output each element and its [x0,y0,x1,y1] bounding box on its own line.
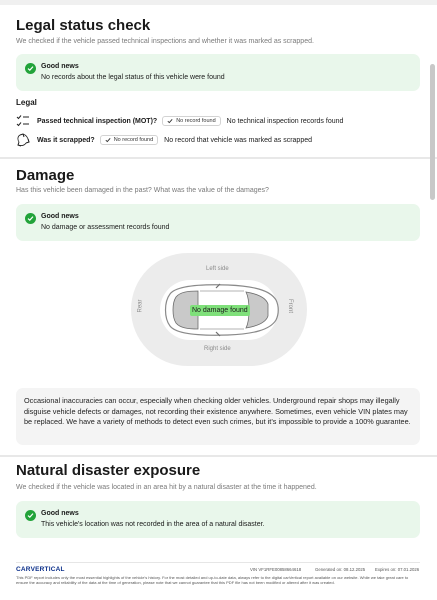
good-news-title: Good news [41,510,79,517]
legal-good-news-box [16,54,420,91]
scrapped-row [16,133,312,147]
mot-text: No technical inspection records found [226,117,344,125]
carvertical-logo: CARVERTICAL [16,566,65,573]
scrapped-question: Was it scrapped? [37,136,95,144]
rear-label: Rear [137,299,144,313]
check-circle-icon [25,213,36,224]
mot-question: Passed technical inspection (MOT)? [37,117,158,125]
damage-subtitle: Has this vehicle been damaged in the past? What was the value of the damages? [16,187,269,194]
right-side-label: Right side [204,346,231,352]
damage-good-news-box [16,204,420,241]
checklist-icon [16,114,30,128]
footer-vin: VIN VF1RFE00858664618 [250,567,302,572]
good-news-text: No records about the legal status of this vehicle were found [41,74,225,81]
front-label: Front [287,298,294,314]
scrapped-text: No record that vehicle was marked as scrapped [164,136,313,144]
top-edge [0,0,437,5]
legal-heading: Legal [16,98,37,107]
footer-divider [16,562,420,563]
damage-disclaimer-box [16,388,420,445]
check-icon [167,118,173,124]
good-news-text: No damage or assessment records found [41,224,170,231]
footer-generated: Generated on: 08.12.2025 [315,567,366,572]
scrapped-status-pill [100,135,158,145]
divider [0,157,437,159]
legal-section-title: Legal status check [16,17,151,34]
mot-pill-label: No record found [176,118,216,124]
good-news-title: Good news [41,63,79,70]
no-damage-badge: No damage found [192,307,248,314]
recycle-icon [16,133,30,147]
mot-status-pill [162,116,220,126]
disaster-subtitle: We checked if the vehicle was located in an area hit by a natural disaster at the time it happened. [16,484,317,491]
footer-note: This PDF report includes only the most essential highlights of the vehicle's history. For the most detailed and up-to-date data, always refer to the digital carVertical report available on our website. While we take great care to ensure the accuracy and reliability of the data at the time of generation, please note that we cannot guarantee that this PDF file has not been modified or altered after it was created. [16,575,409,585]
divider [0,455,437,457]
check-circle-icon [25,510,36,521]
good-news-text: This vehicle's location was not recorded in the area of a natural disaster. [41,521,265,528]
disclaimer-text: Occasional inaccuracies can occur, especially when checking older vehicles. Underground repair shops may illegally disguise vehicle defects or damages, not recording their existence anywhere. Sometimes, even vehicle VIN plates may be replaced. We have a variety of methods to detect even such crimes, but it’s impossible to provide a 100% guarantee. [24,396,411,426]
check-icon [105,137,111,143]
good-news-title: Good news [41,213,79,220]
scrollbar-thumb[interactable] [430,64,435,200]
footer-expires: Expires on: 07.01.2026 [375,567,420,572]
damage-section-title: Damage [16,167,75,184]
scrapped-pill-label: No record found [113,137,154,143]
left-side-label: Left side [206,266,229,272]
check-circle-icon [25,63,36,74]
disaster-good-news-box [16,501,420,538]
disaster-section-title: Natural disaster exposure [16,462,201,479]
mot-row [16,114,343,128]
legal-subtitle: We checked if the vehicle passed technical inspections and whether it was marked as scrapped. [16,38,314,45]
